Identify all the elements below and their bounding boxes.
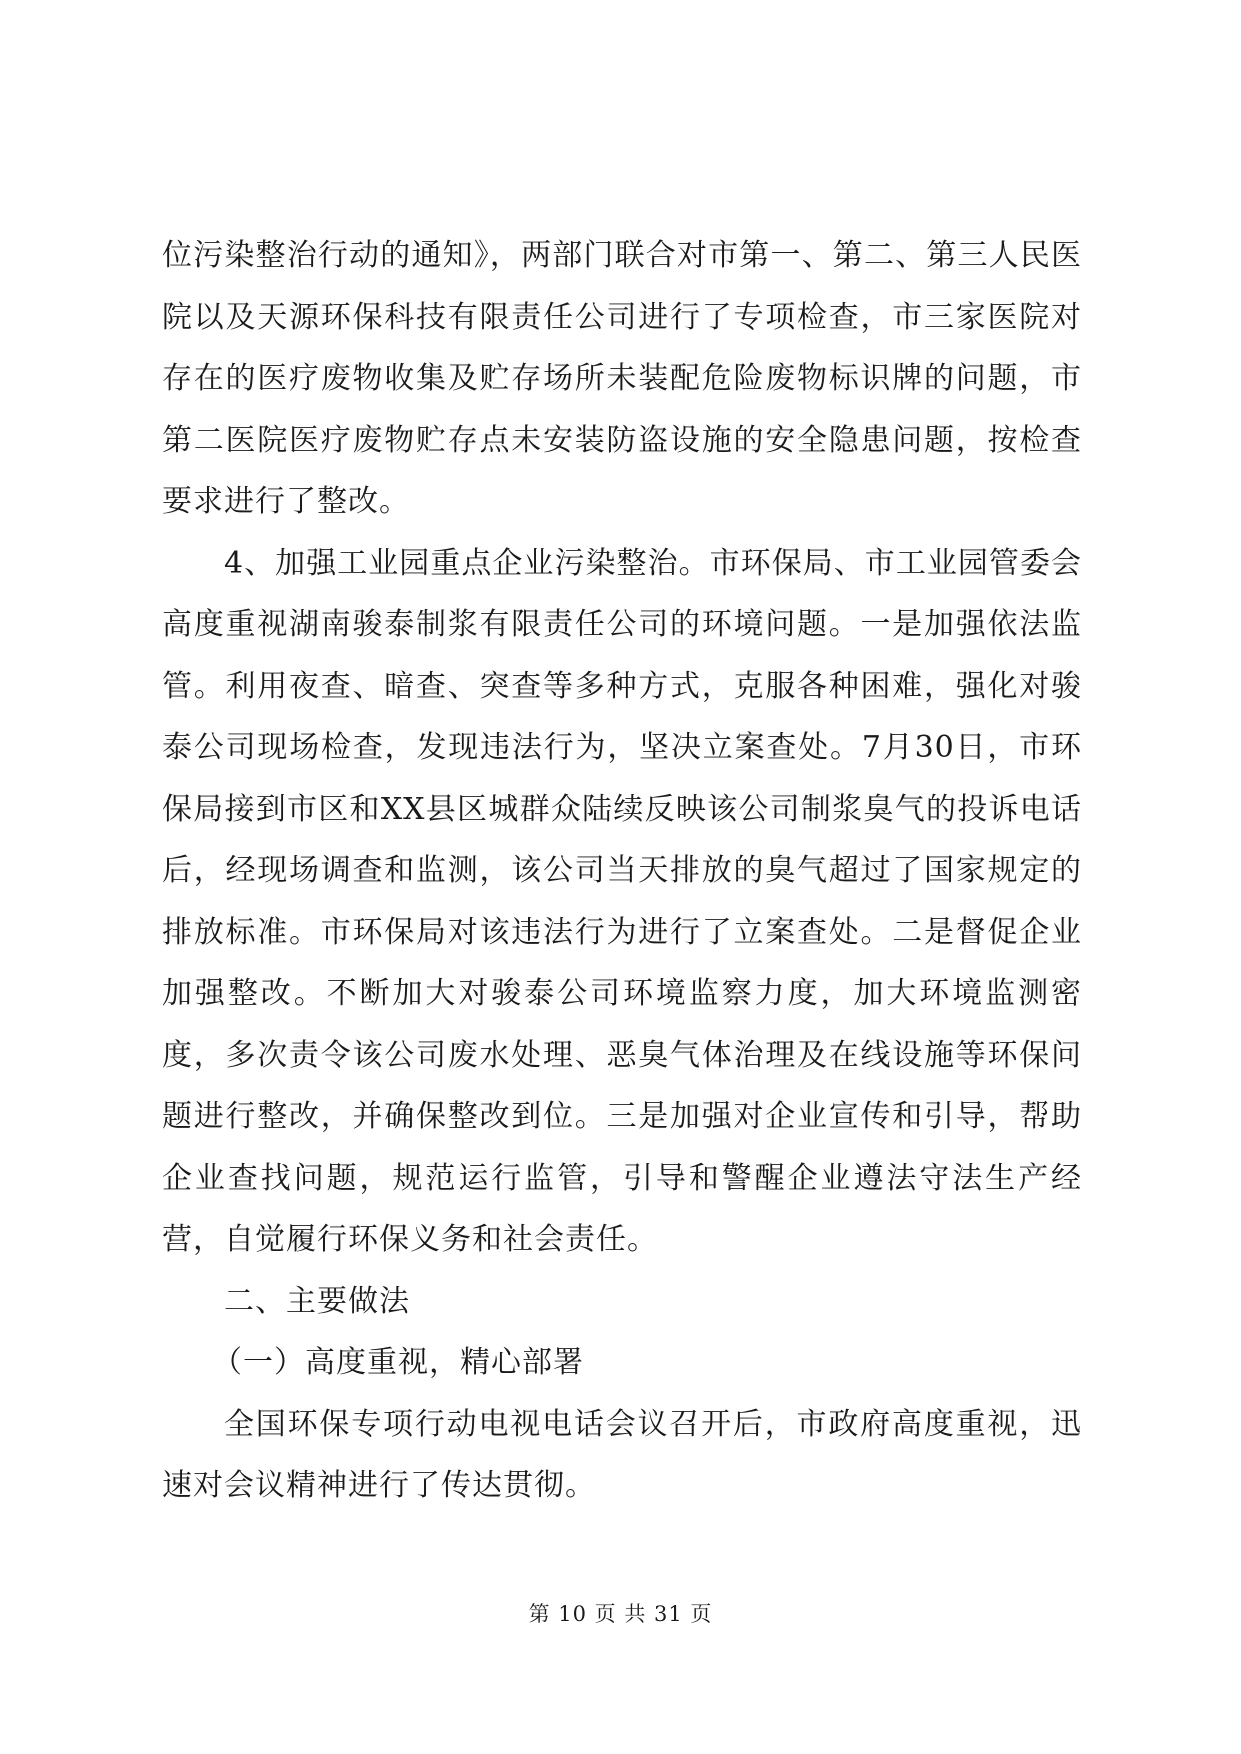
paragraph-continued: 位污染整治行动的通知》，两部门联合对市第一、第二、第三人民医院以及天源环保科技有限责任公司进行了专项检查，市三家医院对存在的医疗废物收集及贮存场所未装配危险废物标识牌的问题，市第二医院医疗废物贮存点未安装防盗设施的安全隐患问题，按检查要求进行了整改。 xyxy=(162,238,1082,519)
section-heading: 二、主要做法 xyxy=(224,1283,410,1319)
document-body xyxy=(162,225,1082,1517)
page-footer: 第 10 页 共 31 页 xyxy=(528,1602,713,1626)
paragraph-closing: 全国环保专项行动电视电话会议召开后，市政府高度重视，迅速对会议精神进行了传达贯彻。 xyxy=(162,1406,1082,1503)
subsection-heading: （一）高度重视，精心部署 xyxy=(212,1345,584,1380)
paragraph-industrial-park: 4、加强工业园重点企业污染整治。市环保局、市工业园管委会高度重视湖南骏泰制浆有限责任公司的环境问题。一是加强依法监管。利用夜查、暗查、突查等多种方式，克服各种困难，强化对骏泰公司现场检查，发现违法行为，坚决立案查处。7月30日，市环保局接到市区和XX县区城群众陆续反映该公司制浆臭气的投诉电话后，经现场调查和监测，该公司当天排放的臭气超过了国家规定的排放标准。市环保局对该违法行为进行了立案查处。二是督促企业加强整改。不断加大对骏泰公司环境监察力度，加大环境监测密度，多次责令该公司废水处理、恶臭气体治理及在线设施等环保问题进行整改，并确保整改到位。三是加强对企业宣传和引导，帮助企业查找问题，规范运行监管，引导和警醒企业遵法守法生产经营，自觉履行环保义务和社会责任。 xyxy=(162,545,1082,1257)
